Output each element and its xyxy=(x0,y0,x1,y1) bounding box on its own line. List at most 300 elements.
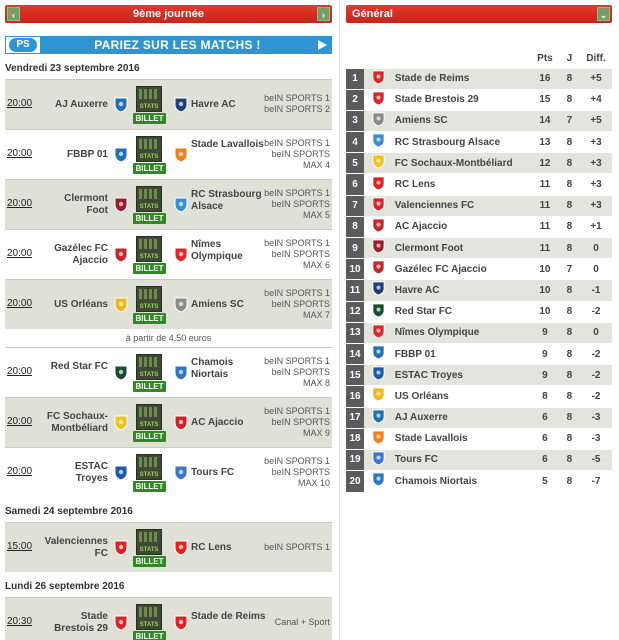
match-row xyxy=(5,522,332,572)
team-crest-icon xyxy=(371,409,386,424)
play-arrow-icon xyxy=(314,37,330,53)
team-goal-diff: -2 xyxy=(580,365,612,386)
stats-label: STATS xyxy=(139,372,159,378)
rank-position: 5 xyxy=(346,153,364,174)
away-team-name[interactable]: Nîmes Olympique xyxy=(191,239,243,262)
standings-selector[interactable] xyxy=(346,5,612,23)
match-time-link[interactable]: 20:30 xyxy=(7,616,33,627)
team-crest-cell xyxy=(364,153,393,174)
standings-row[interactable] xyxy=(346,407,612,428)
away-team-crest-icon[interactable] xyxy=(173,297,189,313)
rank-position: 2 xyxy=(346,89,364,110)
home-team-crest-icon[interactable] xyxy=(113,465,129,481)
team-goal-diff: +3 xyxy=(580,195,612,216)
team-name[interactable]: US Orléans xyxy=(393,386,531,407)
team-points: 11 xyxy=(531,238,559,259)
team-goal-diff: -7 xyxy=(580,471,612,492)
match-time-link[interactable]: 20:00 xyxy=(7,248,33,259)
team-crest-cell xyxy=(364,195,393,216)
pitch-icon xyxy=(139,139,159,149)
standings-table xyxy=(346,50,612,492)
team-crest-cell xyxy=(364,343,393,364)
home-team-crest-icon[interactable] xyxy=(113,197,129,213)
standings-row[interactable] xyxy=(346,89,612,110)
team-crest-cell xyxy=(364,259,393,280)
team-name[interactable]: RC Lens xyxy=(393,174,531,195)
ticket-button[interactable]: BILLET xyxy=(133,263,166,274)
team-crest-icon xyxy=(371,218,386,233)
standings-row[interactable] xyxy=(346,68,612,89)
tv-channel: beIN SPORTS 1 xyxy=(264,138,330,148)
team-crest-cell xyxy=(364,428,393,449)
team-played: 8 xyxy=(559,449,580,470)
ticket-button[interactable]: BILLET xyxy=(133,313,166,324)
team-crest-icon xyxy=(371,70,386,85)
tv-channel: beIN SPORTS 1 xyxy=(264,238,330,248)
stats-button[interactable] xyxy=(136,136,162,162)
team-crest-icon xyxy=(371,472,386,487)
home-team-name[interactable]: ESTAC Troyes xyxy=(74,461,108,484)
team-points: 14 xyxy=(531,110,559,131)
team-points: 12 xyxy=(531,153,559,174)
team-points: 6 xyxy=(531,407,559,428)
stats-button[interactable] xyxy=(136,236,162,262)
match-row xyxy=(5,179,332,229)
team-crest-cell xyxy=(364,386,393,407)
team-goal-diff: -5 xyxy=(580,449,612,470)
tv-channel: MAX 5 xyxy=(302,210,330,220)
team-crest-icon xyxy=(371,387,386,402)
team-name[interactable]: FBBP 01 xyxy=(393,343,531,364)
team-name[interactable]: Tours FC xyxy=(393,449,531,470)
tv-channel: beIN SPORTS 1 xyxy=(264,188,330,198)
team-crest-icon xyxy=(371,281,386,296)
rank-position: 16 xyxy=(346,386,364,407)
stats-label: STATS xyxy=(139,154,159,160)
away-team-crest-icon[interactable] xyxy=(173,197,189,213)
team-crest-cell xyxy=(364,174,393,195)
home-team-name[interactable]: Valenciennes FC xyxy=(44,536,108,559)
pitch-icon xyxy=(139,239,159,249)
away-team-name[interactable]: RC Lens xyxy=(191,542,232,553)
away-team-crest-icon[interactable] xyxy=(173,247,189,263)
team-played: 8 xyxy=(559,216,580,237)
stats-label: STATS xyxy=(139,622,159,628)
pitch-icon xyxy=(139,89,159,99)
team-points: 9 xyxy=(531,322,559,343)
team-crest-icon xyxy=(371,91,386,106)
rank-position: 17 xyxy=(346,407,364,428)
stats-button[interactable] xyxy=(136,86,162,112)
rank-position: 20 xyxy=(346,471,364,492)
home-team-name[interactable]: FBBP 01 xyxy=(67,149,108,160)
team-crest-icon xyxy=(371,324,386,339)
played-header: J xyxy=(566,53,573,65)
team-crest-cell xyxy=(364,216,393,237)
team-goal-diff: +3 xyxy=(580,174,612,195)
team-played: 8 xyxy=(559,471,580,492)
team-crest-icon xyxy=(371,112,386,127)
fixtures-column xyxy=(5,5,332,640)
standings-row[interactable] xyxy=(346,216,612,237)
home-team-crest-icon[interactable] xyxy=(113,615,129,631)
stats-button[interactable] xyxy=(136,454,162,480)
ticket-button[interactable]: BILLET xyxy=(133,113,166,124)
home-team-crest-icon[interactable] xyxy=(113,540,129,556)
standings-row[interactable] xyxy=(346,153,612,174)
team-played: 8 xyxy=(559,195,580,216)
pitch-icon xyxy=(139,289,159,299)
team-goal-diff: +3 xyxy=(580,153,612,174)
chevron-down-icon[interactable]: ⌄ xyxy=(597,7,610,21)
tv-channels xyxy=(264,456,330,489)
standings-header-row xyxy=(346,50,612,68)
team-crest-icon xyxy=(371,239,386,254)
pitch-icon xyxy=(139,532,159,542)
rank-position: 12 xyxy=(346,301,364,322)
team-name[interactable]: RC Strasbourg Alsace xyxy=(393,132,531,153)
team-name[interactable]: Clermont Foot xyxy=(393,238,531,259)
tv-channel: beIN SPORTS xyxy=(271,149,330,159)
tv-channel: beIN SPORTS 1 xyxy=(264,456,330,466)
ps-logo xyxy=(5,36,41,54)
team-goal-diff: -3 xyxy=(580,407,612,428)
tv-channel: MAX 8 xyxy=(302,378,330,388)
tv-channel: beIN SPORTS xyxy=(271,467,330,477)
fixtures-list xyxy=(5,54,332,640)
tv-channel: beIN SPORTS xyxy=(271,199,330,209)
tv-channels xyxy=(264,138,330,171)
team-goal-diff: 0 xyxy=(580,259,612,280)
standings-row[interactable] xyxy=(346,110,612,131)
away-team-crest-icon[interactable] xyxy=(173,465,189,481)
team-crest-icon xyxy=(371,260,386,275)
team-name[interactable]: Chamois Niortais xyxy=(393,471,531,492)
tv-channels xyxy=(264,356,330,389)
team-points: 11 xyxy=(531,174,559,195)
ticket-button[interactable]: BILLET xyxy=(133,481,166,492)
standings-row[interactable] xyxy=(346,132,612,153)
prev-round-button[interactable]: ‹ xyxy=(7,7,20,21)
tv-channels xyxy=(264,542,330,553)
team-played: 8 xyxy=(559,132,580,153)
team-crest-icon xyxy=(371,176,386,191)
rank-position: 9 xyxy=(346,238,364,259)
rank-position: 3 xyxy=(346,110,364,131)
team-crest-cell xyxy=(364,365,393,386)
match-row xyxy=(5,447,332,497)
tv-channel: beIN SPORTS xyxy=(271,249,330,259)
team-goal-diff: +4 xyxy=(580,89,612,110)
rank-position: 1 xyxy=(346,68,364,89)
team-crest-icon xyxy=(371,303,386,318)
team-crest-cell xyxy=(364,238,393,259)
team-name[interactable]: Valenciennes FC xyxy=(393,195,531,216)
ticket-button[interactable]: BILLET xyxy=(133,213,166,224)
home-team-crest-icon[interactable] xyxy=(113,147,129,163)
team-name[interactable]: Stade de Reims xyxy=(393,68,531,89)
standings-row[interactable] xyxy=(346,343,612,364)
team-goal-diff: -3 xyxy=(580,428,612,449)
home-team-name[interactable]: Red Star FC xyxy=(50,361,108,372)
tv-channel: beIN SPORTS 1 xyxy=(264,93,330,103)
ticket-button[interactable]: BILLET xyxy=(133,631,166,640)
rank-position: 11 xyxy=(346,280,364,301)
column-divider xyxy=(339,0,340,640)
team-played: 7 xyxy=(559,110,580,131)
diff-header: Diff. xyxy=(586,53,606,65)
team-played: 8 xyxy=(559,428,580,449)
team-played: 8 xyxy=(559,280,580,301)
team-name[interactable]: AJ Auxerre xyxy=(393,407,531,428)
rank-position: 4 xyxy=(346,132,364,153)
stats-button[interactable] xyxy=(136,186,162,212)
standings-row[interactable] xyxy=(346,280,612,301)
match-row xyxy=(5,229,332,279)
standings-row[interactable] xyxy=(346,386,612,407)
stats-button[interactable] xyxy=(136,354,162,380)
team-played: 8 xyxy=(559,407,580,428)
team-name[interactable]: Nîmes Olympique xyxy=(393,322,531,343)
away-team-name[interactable]: AC Ajaccio xyxy=(191,417,244,428)
team-points: 8 xyxy=(531,386,559,407)
team-points: 10 xyxy=(531,301,559,322)
tv-channels xyxy=(264,406,330,439)
stats-button[interactable] xyxy=(136,404,162,430)
team-played: 8 xyxy=(559,365,580,386)
match-time-link[interactable]: 15:00 xyxy=(7,541,33,552)
rank-position: 8 xyxy=(346,216,364,237)
team-name[interactable]: Red Star FC xyxy=(393,301,531,322)
match-time-link[interactable]: 20:00 xyxy=(7,148,33,159)
home-team-crest-icon[interactable] xyxy=(113,415,129,431)
team-points: 6 xyxy=(531,449,559,470)
home-team-name[interactable]: Clermont Foot xyxy=(64,193,108,216)
ticket-button[interactable]: BILLET xyxy=(133,381,166,392)
day-heading: Vendredi 23 septembre 2016 xyxy=(5,63,140,74)
team-crest-icon xyxy=(371,154,386,169)
match-row xyxy=(5,397,332,447)
standings-row[interactable] xyxy=(346,365,612,386)
rank-position: 14 xyxy=(346,343,364,364)
ticket-button[interactable]: BILLET xyxy=(133,163,166,174)
standings-row[interactable] xyxy=(346,449,612,470)
stats-label: STATS xyxy=(139,104,159,110)
tv-channels xyxy=(264,288,330,321)
team-name[interactable]: Havre AC xyxy=(393,280,531,301)
away-team-crest-icon[interactable] xyxy=(173,365,189,381)
standings-row[interactable] xyxy=(346,174,612,195)
match-row xyxy=(5,597,332,640)
team-points: 9 xyxy=(531,343,559,364)
away-team-name[interactable]: RC Strasbourg Alsace xyxy=(191,189,262,212)
stats-button[interactable] xyxy=(136,529,162,555)
team-crest-icon xyxy=(371,430,386,445)
day-heading: Samedi 24 septembre 2016 xyxy=(5,506,133,517)
team-points: 5 xyxy=(531,471,559,492)
match-time-link[interactable]: 20:00 xyxy=(7,366,33,377)
team-crest-cell xyxy=(364,301,393,322)
away-team-crest-icon[interactable] xyxy=(173,540,189,556)
team-name[interactable]: AC Ajaccio xyxy=(393,216,531,237)
stats-label: STATS xyxy=(139,547,159,553)
home-team-name[interactable]: US Orléans xyxy=(54,299,108,310)
match-row xyxy=(5,347,332,397)
tv-channel: beIN SPORTS 1 xyxy=(264,542,330,552)
standings-row[interactable] xyxy=(346,301,612,322)
stats-label: STATS xyxy=(139,422,159,428)
pitch-icon xyxy=(139,407,159,417)
standings-column xyxy=(346,5,612,492)
home-team-crest-icon[interactable] xyxy=(113,297,129,313)
home-team-crest-icon[interactable] xyxy=(113,247,129,263)
team-points: 6 xyxy=(531,428,559,449)
away-team-crest-icon[interactable] xyxy=(173,615,189,631)
tv-channel: beIN SPORTS xyxy=(271,299,330,309)
match-time-link[interactable]: 20:00 xyxy=(7,198,33,209)
team-crest-cell xyxy=(364,110,393,131)
betting-banner-text: PARIEZ SUR LES MATCHS ! xyxy=(94,38,261,52)
ps-logo-text: PS xyxy=(9,38,37,52)
team-played: 7 xyxy=(559,259,580,280)
home-team-name[interactable]: Gazélec FC Ajaccio xyxy=(54,243,108,266)
standings-row[interactable] xyxy=(346,471,612,492)
home-team-name[interactable]: AJ Auxerre xyxy=(55,99,108,110)
next-round-button[interactable]: › xyxy=(317,7,330,21)
team-played: 8 xyxy=(559,238,580,259)
pts-header: Pts xyxy=(537,53,553,65)
team-played: 8 xyxy=(559,68,580,89)
away-team-name[interactable]: Stade de Reims xyxy=(191,611,266,622)
match-time-link[interactable]: 20:00 xyxy=(7,466,33,477)
away-team-name[interactable]: Havre AC xyxy=(191,99,236,110)
team-crest-cell xyxy=(364,322,393,343)
tv-channel: MAX 6 xyxy=(302,260,330,270)
tv-channels xyxy=(264,238,330,271)
home-team-name[interactable]: Stade Brestois 29 xyxy=(54,611,108,634)
stats-button[interactable] xyxy=(136,604,162,630)
team-crest-cell xyxy=(364,449,393,470)
tv-channel: beIN SPORTS xyxy=(271,367,330,377)
team-points: 13 xyxy=(531,132,559,153)
team-played: 8 xyxy=(559,301,580,322)
standings-row[interactable] xyxy=(346,238,612,259)
rank-position: 13 xyxy=(346,322,364,343)
team-played: 8 xyxy=(559,343,580,364)
match-time-link[interactable]: 20:00 xyxy=(7,416,33,427)
team-played: 8 xyxy=(559,153,580,174)
rank-position: 6 xyxy=(346,174,364,195)
team-goal-diff: -2 xyxy=(580,343,612,364)
away-team-name[interactable]: Amiens SC xyxy=(191,299,244,310)
tv-channels xyxy=(275,617,330,628)
away-team-crest-icon[interactable] xyxy=(173,97,189,113)
pitch-icon xyxy=(139,189,159,199)
team-points: 9 xyxy=(531,365,559,386)
standings-row[interactable] xyxy=(346,195,612,216)
away-team-crest-icon[interactable] xyxy=(173,415,189,431)
standings-body xyxy=(346,68,612,492)
pitch-icon xyxy=(139,457,159,467)
team-goal-diff: -1 xyxy=(580,280,612,301)
team-name[interactable]: ESTAC Troyes xyxy=(393,365,531,386)
team-crest-icon xyxy=(371,197,386,212)
ticket-button[interactable]: BILLET xyxy=(133,556,166,567)
rank-position: 7 xyxy=(346,195,364,216)
team-crest-cell xyxy=(364,471,393,492)
home-team-crest-icon[interactable] xyxy=(113,97,129,113)
round-selector[interactable] xyxy=(5,5,332,23)
team-crest-cell xyxy=(364,407,393,428)
stats-label: STATS xyxy=(139,254,159,260)
match-row xyxy=(5,79,332,129)
tv-channels xyxy=(264,93,330,115)
team-played: 8 xyxy=(559,89,580,110)
match-time-link[interactable]: 20:00 xyxy=(7,298,33,309)
stats-button[interactable] xyxy=(136,286,162,312)
team-name[interactable]: Amiens SC xyxy=(393,110,531,131)
tv-channel: beIN SPORTS 1 xyxy=(264,406,330,416)
team-crest-icon xyxy=(371,345,386,360)
team-crest-icon xyxy=(371,133,386,148)
team-name[interactable]: FC Sochaux-Montbéliard xyxy=(393,153,531,174)
away-team-name[interactable]: Tours FC xyxy=(191,467,235,478)
standings-row[interactable] xyxy=(346,428,612,449)
pitch-icon xyxy=(139,357,159,367)
rank-position: 10 xyxy=(346,259,364,280)
tv-channel: beIN SPORTS 1 xyxy=(264,288,330,298)
away-team-crest-icon[interactable] xyxy=(173,147,189,163)
team-played: 8 xyxy=(559,322,580,343)
team-points: 10 xyxy=(531,259,559,280)
standings-row[interactable] xyxy=(346,259,612,280)
team-name[interactable]: Stade Lavallois xyxy=(393,428,531,449)
away-team-name[interactable]: Stade Lavallois xyxy=(191,139,264,150)
betting-banner[interactable] xyxy=(5,36,332,54)
home-team-crest-icon[interactable] xyxy=(113,365,129,381)
standings-row[interactable] xyxy=(346,322,612,343)
stats-label: STATS xyxy=(139,204,159,210)
team-crest-icon xyxy=(371,451,386,466)
match-time-link[interactable]: 20:00 xyxy=(7,98,33,109)
tv-channel: beIN SPORTS xyxy=(271,417,330,427)
team-played: 8 xyxy=(559,386,580,407)
team-name[interactable]: Stade Brestois 29 xyxy=(393,89,531,110)
team-goal-diff: -2 xyxy=(580,386,612,407)
home-team-name[interactable]: FC Sochaux-Montbéliard xyxy=(46,411,108,434)
tv-channel: Canal + Sport xyxy=(274,617,330,627)
team-points: 11 xyxy=(531,216,559,237)
tv-channel: MAX 7 xyxy=(302,310,330,320)
team-goal-diff: 0 xyxy=(580,238,612,259)
team-goal-diff: -2 xyxy=(580,301,612,322)
ticket-price-note: à partir de 4.50 euros xyxy=(5,329,332,347)
match-row xyxy=(5,129,332,179)
team-points: 16 xyxy=(531,68,559,89)
stats-label: STATS xyxy=(139,472,159,478)
tv-channel: MAX 4 xyxy=(302,160,330,170)
team-crest-cell xyxy=(364,68,393,89)
team-points: 15 xyxy=(531,89,559,110)
tv-channel: MAX 10 xyxy=(297,478,330,488)
team-goal-diff: +5 xyxy=(580,110,612,131)
stats-label: STATS xyxy=(139,304,159,310)
ticket-button[interactable]: BILLET xyxy=(133,431,166,442)
team-goal-diff: 0 xyxy=(580,322,612,343)
team-points: 10 xyxy=(531,280,559,301)
team-name[interactable]: Gazélec FC Ajaccio xyxy=(393,259,531,280)
away-team-name[interactable]: Chamois Niortais xyxy=(191,357,234,380)
